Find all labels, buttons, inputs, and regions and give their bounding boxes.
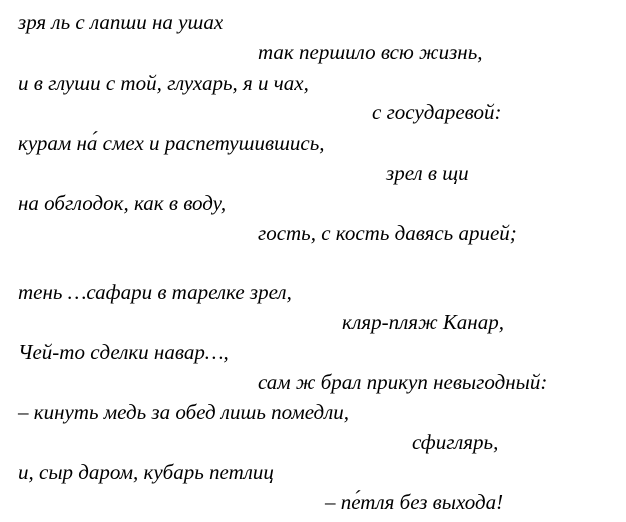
poem-line: зрел в щи xyxy=(386,161,469,185)
poem-line: так першило всю жизнь, xyxy=(258,40,483,64)
poem-line: зря ль с лапши на ушах xyxy=(18,10,224,34)
poem-line: кляр-пляж Канар, xyxy=(342,310,504,334)
poem-line: – пе́тля без выхода! xyxy=(325,490,504,514)
poem-line: Чей-то сделки навар…, xyxy=(18,340,229,364)
poem-line: курам на́ смех и распетушившись, xyxy=(18,131,325,155)
poem-line: тень …сафари в тарелке зрел, xyxy=(18,280,292,304)
poem-line: и в глуши с той, глухарь, я и чах, xyxy=(18,71,309,95)
poem-line: и, сыр даром, кубарь петлиц xyxy=(18,460,274,484)
poem-line: на обглодок, как в воду, xyxy=(18,191,227,215)
poem-line: сам ж брал прикуп невыгодный: xyxy=(258,370,548,394)
poem-line: сфиглярь, xyxy=(412,430,499,454)
poem-line: гость, с кость давясь арией; xyxy=(258,221,517,245)
poem-line: с государевой: xyxy=(372,100,502,124)
poem-line: – кинуть медь за обед лишь помедли, xyxy=(18,400,350,424)
